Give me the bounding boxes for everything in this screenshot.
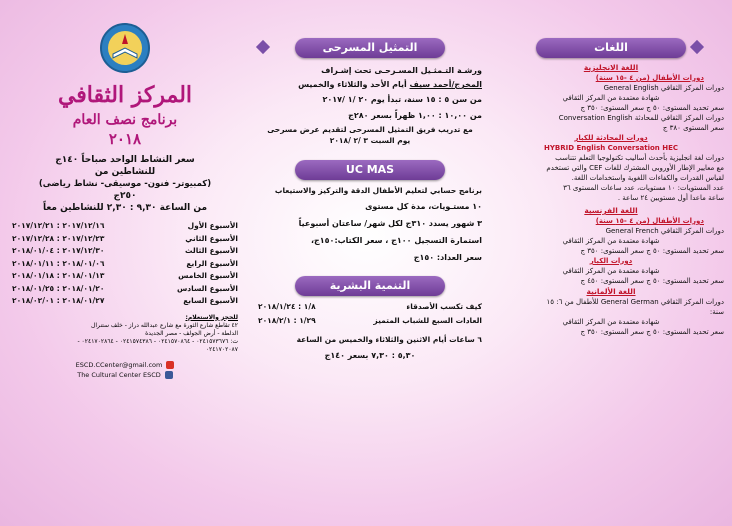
week-row [12, 270, 238, 283]
fr-line-2: شهادة معتمدة من المركز الثقافي [562, 237, 660, 245]
facebook-text[interactable]: The Cultural Center ESCD [77, 370, 161, 379]
ucmas-line-2: ١٠ مستـويات، مدة كل مستوى [365, 202, 482, 211]
languages-banner: اللغات [536, 38, 686, 58]
ucmas-line-1: برنامج حسابي لتعليم الأطفال الدقة والتركيز والاستيعاب [274, 186, 482, 195]
fr-line-4: شهادة معتمدة من المركز الثقافي [562, 267, 660, 275]
center-logo [94, 22, 156, 74]
week-dates: ٢٠١٨/٠١/٢٠ : ٢٠١٨/٠١/٢٥ [12, 283, 105, 293]
theater-banner: التمثيل المسرحى [295, 38, 445, 58]
theater-line-2: المخرج/أحمد سيف أيام الأحد والثلاثاء والخميس [298, 80, 482, 89]
theater-line-4: من ١٠,٠٠ : ١,٠٠ ظهراً بسعر ٢٨٠ج [348, 111, 482, 120]
phones-line: ت: ٠٢٤١٥٧٣٦٧٦ - ٠٢٤١٥٧٠٨٦٤ - ٠٢٤١٥٧٤٣٨٦ - ٠٢٤١٧٠٢٨٦٤ - [77, 337, 238, 345]
en-line-3: سعر تحديد المستوى: ٥٠ ج سعر المستوى: ٣٥٠ ج [580, 104, 724, 112]
time-line: من الساعة ٩,٣٠ : ٢,٣٠ للنشاطين معاً [42, 203, 208, 213]
price-line-3: (كمبيوتر- فنون- موسيقى- نشاط رياضى) [38, 179, 212, 189]
email-contact [12, 360, 238, 370]
hd-line-3: ٦ ساعات أيام الاثنين والثلاثاء والخميس من الساعة [296, 335, 482, 344]
hybrid-line-4: عدد المستويات: ١٠ مستويات، عدد ساعات المستوى ٣٦ [563, 184, 724, 192]
program-year: ٢٠١٨ [108, 130, 142, 148]
fr-line-3: سعر تحديد المستوى: ٥٠ ج سعر المستوى: ٣٥٠ ج [580, 247, 724, 255]
en-line-1: دورات المركز الثقافي General English [603, 84, 724, 92]
week-row [12, 220, 238, 233]
hd-line-4: ٥,٣٠ : ٧,٣٠ بسعر ١٤٠ج [324, 351, 416, 360]
week-label: الأسبوع الثاني [185, 233, 238, 243]
booking-title: للحجز والاستعلام: [185, 313, 238, 321]
theater-line-5: مع تدريب فريق التمثيل المسرحى لتقديم عرض مسرحى [267, 125, 473, 134]
price-line-4: ٢٥٠ج [113, 191, 137, 201]
week-label: الأسبوع الأول [187, 221, 238, 230]
week-dates: ٢٠١٧/١٢/١٦ : ٢٠١٧/١٢/٢١ [12, 221, 105, 230]
week-dates: ٢٠١٨/٠١/١٣ : ٢٠١٨/٠١/١٨ [12, 271, 105, 280]
french-kids-heading: دورات الأطفال (من ٤ -١٥ سنة) [595, 217, 704, 225]
price-line-2: للنشاطين من [94, 167, 156, 177]
hybrid-line-1: دورات لغة انجليزية بأحدث أساليب تكنولوجيا التعلم تتناسب [555, 154, 724, 162]
fr-line-5: سعر تحديد المستوى: ٥٠ ج سعر المستوى: ٤٥٠ ج [580, 277, 724, 285]
week-label: الأسبوع السادس [176, 283, 238, 293]
email-text[interactable]: ESCD.CCenter@gmail.com [75, 360, 163, 369]
theater-line-1: ورشـة التـمثـيل المسـرحـى تحت إشـراف [321, 66, 482, 75]
middle-column [250, 0, 490, 526]
week-row [12, 283, 238, 296]
hd-row-2: العادات السبع للشباب المتميز ١/٢٩ : ٢٠١٨/٢/١ [258, 316, 482, 325]
french-heading: اللغة الفرنسية [584, 206, 638, 215]
week-row [12, 258, 238, 271]
facebook-contact [12, 370, 238, 380]
weeks-list [12, 220, 238, 308]
week-row [12, 233, 238, 246]
hd-row-1: كيف تكسب الأصدقاء ١/٨ : ٢٠١٨/١/٢٤ [258, 302, 482, 311]
theater-line-3: من سن ٥ : ١٥ سنة، تبدأ يوم ٢٠ /١ /٢٠١٧ [322, 95, 482, 104]
week-row [12, 295, 238, 308]
left-column [0, 0, 250, 526]
address-line-2: الدلطة - أرض الجولف - مصر الجديدة [145, 329, 238, 337]
en-line-2: شهادة معتمدة من المركز الثقافي [562, 94, 660, 102]
ucmas-banner: UC MAS [295, 160, 445, 180]
german-heading: اللغة الألمانية [586, 287, 636, 296]
fr-line-1: دورات المركز الثقافي General French [605, 227, 724, 235]
week-dates: ٢٠١٨/٠١/٢٧ : ٢٠١٨/٠٢/٠١ [12, 296, 105, 305]
human-dev-banner: التنمية البشرية [295, 276, 445, 296]
week-label: الأسبوع الرابع [186, 258, 238, 268]
de-line-3: سعر تحديد المستوى: ٥٠ ج سعر المستوى: ٣٥٠ ج [580, 328, 724, 336]
english-heading: اللغة الانجليزية [583, 63, 639, 72]
address-line-1: ٤٢ تقاطع شارع الثورة مع شارع عبدالله دراز - خلف ستنرال [91, 321, 238, 329]
hybrid-line-2: مع معايير الإطار الأوروبى المشترك للغات CEF والتي تستخدم [546, 164, 724, 172]
week-dates: ٢٠١٧/١٢/٣٠ : ٢٠١٨/٠١/٠٤ [12, 246, 105, 255]
week-dates: ٢٠١٨/٠١/٠٦ : ٢٠١٨/٠١/١١ [12, 258, 105, 268]
facebook-icon [165, 371, 173, 379]
week-row [12, 245, 238, 258]
ucmas-line-5: سعر العداد: ١٥٠ج [413, 253, 482, 262]
de-line-1: دورات المركز الثقافي General German للأطفال من ٦: ١٥ [546, 298, 724, 306]
french-adult-heading: دورات الكبار [589, 257, 633, 265]
english-kids-heading: دورات الأطفال (من ٤ -١٥ سنة) [595, 74, 704, 82]
week-dates: ٢٠١٧/١٢/٢٣ : ٢٠١٧/١٢/٢٨ [12, 233, 105, 243]
price-line-1: سعر النشاط الواحد صباحاً ١٤٠ج [55, 155, 195, 165]
week-label: الأسبوع السابع [183, 296, 238, 305]
week-label: الأسبوع الثالث [184, 246, 238, 255]
hybrid-heading: HYBRID English Conversation HEC [543, 144, 678, 152]
theater-line-6: يوم السبت ٣ /٢ /٢٠١٨ [329, 136, 411, 145]
de-line-1b: سنة: [709, 308, 724, 316]
en-line-5: سعر المستوى ٣٨٠ ج [662, 124, 724, 132]
week-label: الأسبوع الخامس [178, 271, 238, 280]
ucmas-line-4: استمارة التسجيل ١٠٠ج ، سعر الكتاب:١٥٠ج، [310, 236, 482, 245]
phones-line-2: ٠٢٤١٧٠٢٠٨٧ [205, 345, 238, 353]
right-column [490, 0, 732, 526]
ucmas-line-3: ٣ شهور يسدد ٣١٠ج لكل شهر/ ساعتان أسبوعياً [298, 219, 482, 228]
email-icon [166, 361, 174, 369]
en-line-4: دورات المركز الثقافي للمحادثة Conversation English [558, 114, 724, 122]
hybrid-line-3: لقياس القدرات والكفاءات اللغوية واستخدامات اللغة. [571, 174, 724, 182]
page-title: المركز الثقافي [57, 82, 193, 108]
hybrid-line-5: ساعة ماعدا أول مستويين ٢٤ ساعة . [617, 194, 724, 202]
de-line-2: شهادة معتمدة من المركز الثقافي [562, 318, 660, 326]
adult-conv-heading: دورات المحادثة للكبار [574, 134, 648, 142]
page-subtitle: برنامج نصف العام [72, 112, 178, 128]
